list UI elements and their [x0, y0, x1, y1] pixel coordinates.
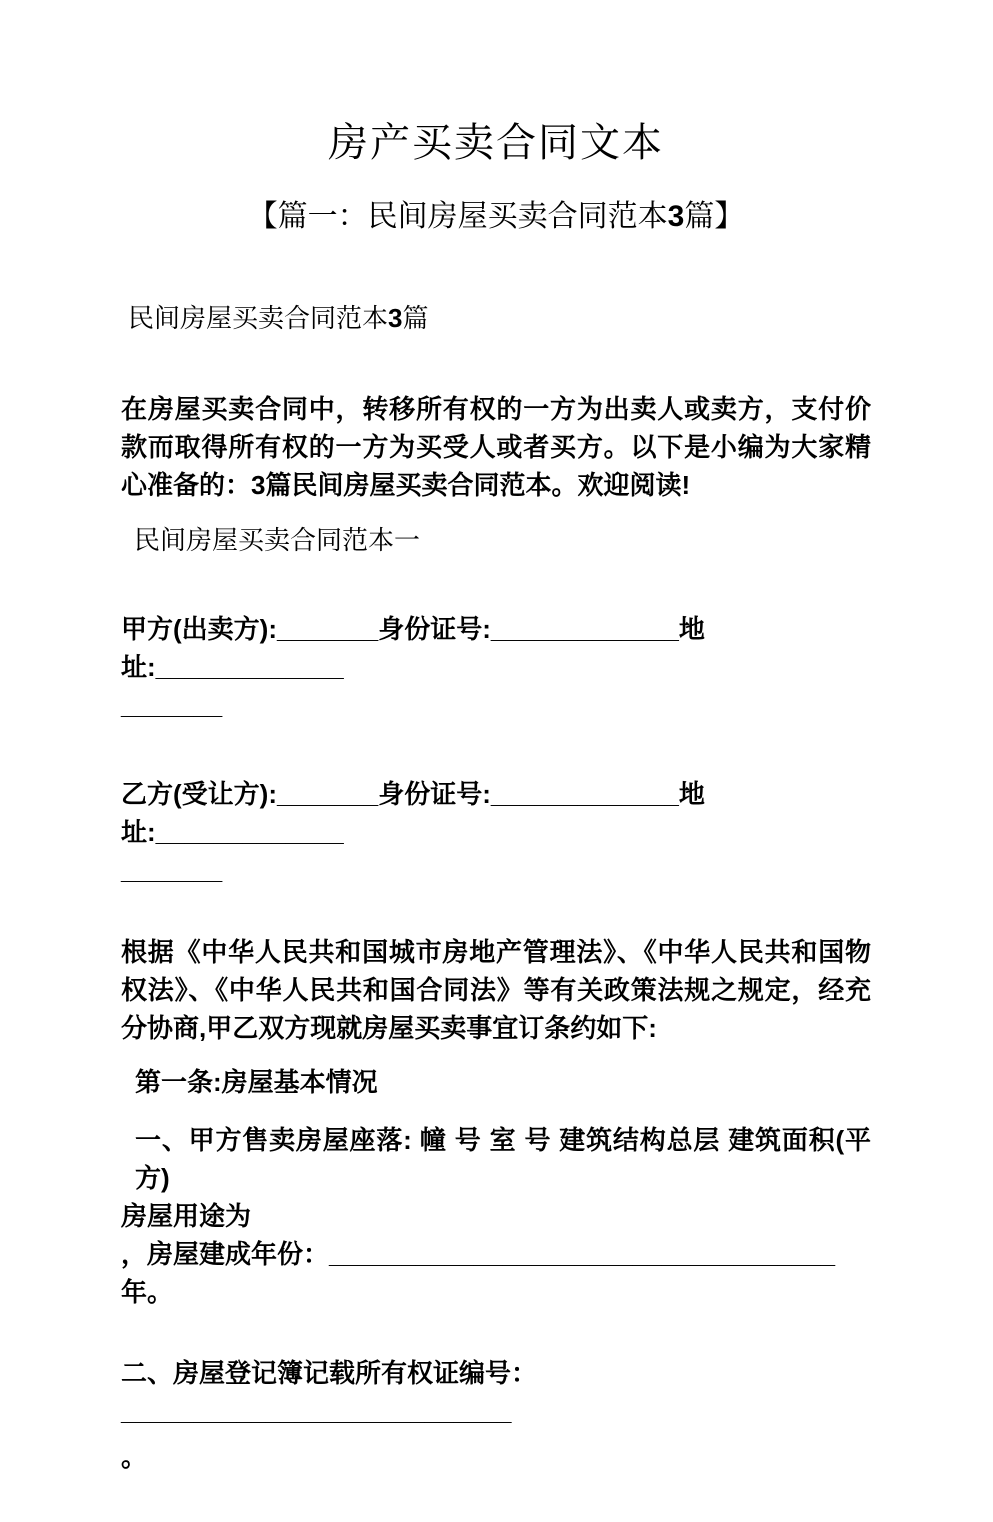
sample-heading-post: 篇	[402, 304, 429, 333]
legal-basis-paragraph: 根据《中华人民共和国城市房地产管理法》、《中华人民共和国物权法》、《中华人民共和国合同法》等有关政策法规之规定，经充分协商,甲乙双方现就房屋买卖事宜订条约如下:	[121, 937, 871, 1043]
party-b-name-blank: _______	[276, 779, 379, 809]
clause-2-line	[121, 1354, 871, 1430]
document-subtitle	[121, 197, 871, 237]
party-a-id-blank: _____________	[490, 614, 679, 644]
clause-1-item-1-location-line: 一、甲方售卖房屋座落: 幢 号 室 号 建筑结构总层 建筑面积(平方)	[135, 1125, 871, 1193]
clause-1-item-1-usage-line: 房屋用途为	[121, 1201, 252, 1231]
clause-1-item-1-year-line	[121, 1235, 871, 1311]
sample-heading-number: 3	[388, 303, 403, 333]
party-b-id-label: 身份证号:	[378, 779, 491, 809]
party-b-role-label: 乙方(受让方):	[121, 779, 277, 809]
intro-number: 3	[251, 470, 266, 500]
subtitle-text-post: 篇】	[684, 200, 745, 233]
document-title: 房产买卖合同文本	[328, 120, 664, 165]
clause-1-heading: 第一条:房屋基本情况	[135, 1067, 378, 1097]
subtitle-number: 3	[667, 200, 685, 233]
party-a-line	[121, 610, 871, 686]
intro-text-post: 篇民间房屋买卖合同范本。欢迎阅读!	[265, 470, 691, 500]
party-a-id-label: 身份证号:	[378, 614, 491, 644]
year-label: ，房屋建成年份：	[121, 1239, 330, 1269]
party-b-id-blank: _____________	[490, 779, 679, 809]
clause-2-trailing-period: 。	[121, 1442, 148, 1472]
contract-document-page	[0, 118, 993, 1522]
sample-heading-pre: 民间房屋买卖合同范本	[128, 304, 389, 333]
party-b-address-blank: _____________	[155, 817, 344, 847]
subtitle-text-pre: 【篇一：民间房屋买卖合同范本	[247, 200, 668, 233]
party-a-continuation-blank: _______	[121, 690, 223, 720]
party-a-continuation-line	[121, 686, 871, 724]
party-a-address-label: 地址:	[121, 614, 705, 682]
party-b-continuation-blank: _______	[121, 855, 223, 885]
party-a-block	[121, 610, 871, 724]
clause-1-item-1	[121, 1121, 871, 1311]
intro-text-pre: 在房屋买卖合同中，转移所有权的一方为出卖人或卖方，支付价款而取得所有权的一方为买受人或者买方。以下是小编为大家精心准备的：	[121, 394, 871, 500]
party-a-role-label: 甲方(出卖方):	[121, 614, 277, 644]
sample-collection-heading	[121, 299, 871, 338]
party-b-continuation-line	[121, 851, 871, 889]
party-b-line	[121, 775, 871, 851]
year-blank: ___________________________________	[329, 1239, 836, 1269]
party-a-address-blank: _____________	[155, 652, 344, 682]
party-b-block	[121, 775, 871, 889]
clause-2-label: 二、房屋登记簿记载所有权证编号：	[121, 1358, 538, 1388]
sample-one-heading: 民间房屋买卖合同范本一	[134, 526, 421, 555]
party-b-address-label: 地址:	[121, 779, 705, 847]
document-content	[0, 118, 993, 1476]
party-a-name-blank: _______	[276, 614, 379, 644]
clause-2-cert-number-blank: ___________________________	[121, 1396, 512, 1426]
intro-paragraph	[121, 390, 871, 504]
year-suffix: 年。	[121, 1277, 174, 1307]
